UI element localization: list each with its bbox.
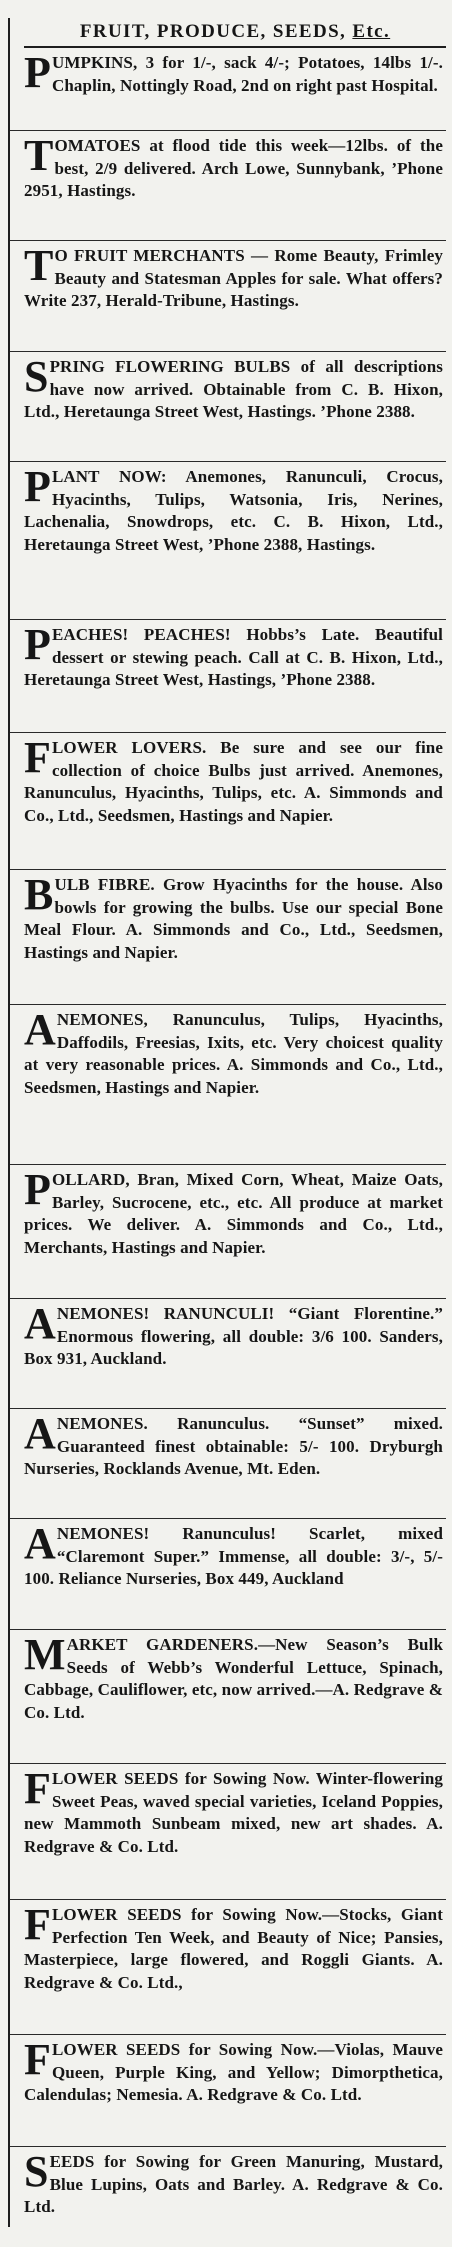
ad-lead: UMPKINS,: [51, 53, 138, 72]
ad-flower-lovers: [10, 733, 446, 870]
ad-lead: LOWER SEEDS: [51, 2040, 181, 2059]
ad-body: for Sowing for Green Manuring, Mustard, Blue Lupins, Oats and Barley. A. Redgrave & Co. Ltd.: [24, 2152, 443, 2216]
ad-lead: PRING FLOWERING BULBS: [49, 357, 291, 376]
ad-lead: NEMONES!: [56, 1524, 150, 1543]
ad-body: Ranunculus! Scarlet, mixed “Claremont Super.” Immense, all double: 3/-, 5/- 100. Reliance Nurseries, Box 449, Auckland: [24, 1524, 443, 1588]
ad-lead: OLLARD,: [51, 1170, 130, 1189]
drop-cap: A: [24, 1409, 56, 1458]
drop-cap: S: [24, 352, 49, 401]
ad-anemones-reliance: [10, 1519, 446, 1630]
ad-body: Ranunculus, Tulips, Hyacinths, Daffodils, Freesias, Ixits, etc. Very choicest quality at very reasonable prices. A. Simmonds and Co., Ltd., Seedsmen, Hastings and Napier.: [24, 1010, 443, 1097]
section-heading: [24, 18, 446, 48]
ad-plant-now: [10, 462, 446, 620]
drop-cap: T: [24, 131, 54, 180]
ad-body: Ranunculus. “Sunset” mixed. Guaranteed finest obtainable: 5/- 100. Dryburgh Nurseries, Rocklands Avenue, Mt. Eden.: [24, 1414, 443, 1478]
drop-cap: P: [24, 1165, 51, 1214]
ad-lead: LOWER SEEDS: [51, 1905, 182, 1924]
ad-body: — Rome Beauty, Frimley Beauty and Statesman Apples for sale. What offers? Write 237, Herald-Tribune, Hastings.: [24, 246, 443, 310]
ad-lead: O FRUIT MERCHANTS: [54, 246, 245, 265]
section-title-etc: Etc.: [352, 21, 391, 42]
ad-lead: ARKET GARDENERS.: [66, 1635, 259, 1654]
ad-body: Grow Hyacinths for the house. Also bowls for growing the bulbs. Use our special Bone Meal Flour. A. Simmonds and Co., Ltd., Seedsmen, Hastings and Napier.: [24, 875, 443, 962]
drop-cap: B: [24, 870, 54, 919]
ad-flower-seeds-2: [10, 1900, 446, 2035]
ad-lead: NEMONES! RANUNCULI!: [56, 1304, 275, 1323]
drop-cap: F: [24, 2035, 51, 2084]
ad-body: of all descriptions have now arrived. Obtainable from C. B. Hixon, Ltd., Heretaunga Street West, Hastings. ’Phone 2388.: [24, 357, 443, 421]
ad-lead: OMATOES: [54, 136, 141, 155]
ad-pollard: [10, 1165, 446, 1299]
ad-anemones-sanders: [10, 1299, 446, 1409]
ad-lead: LOWER SEEDS: [51, 1769, 179, 1788]
ad-flower-seeds-3: [10, 2035, 446, 2147]
ad-lead: LOWER LOVERS.: [51, 738, 207, 757]
ad-lead: EEDS: [49, 2152, 95, 2171]
ad-body: for Sowing Now.—Stocks, Giant Perfection Ten Week, and Beauty of Nice; Pansies, Masterpiece, large flowered, and Roggli Giants. A. Redgrave & Co. Ltd.,: [24, 1905, 443, 1992]
ad-flower-seeds-1: [10, 1764, 446, 1900]
ad-market-gardeners: [10, 1630, 446, 1764]
ad-bulb-fibre: [10, 870, 446, 1005]
ad-lead: EACHES! PEACHES!: [51, 625, 231, 644]
ad-body: Bran, Mixed Corn, Wheat, Maize Oats, Barley, Sucrocene, etc., etc. All produce at market prices. We deliver. A. Simmonds and Co., Ltd., Merchants, Hastings and Napier.: [24, 1170, 443, 1257]
ad-body: for Sowing Now. Winter-flowering Sweet Peas, waved special varieties, Iceland Poppies, new Mammoth Sunbeam mixed, new art shades. A. Redgrave & Co. Ltd.: [24, 1769, 443, 1856]
ad-tomatoes: [10, 131, 446, 241]
drop-cap: F: [24, 1764, 51, 1813]
drop-cap: S: [24, 2147, 49, 2196]
ad-green-manuring-seeds: [10, 2147, 446, 2247]
ad-lead: ULB FIBRE.: [54, 875, 155, 894]
drop-cap: P: [24, 462, 51, 511]
drop-cap: T: [24, 241, 54, 290]
ad-peaches: [10, 620, 446, 733]
ad-body: for Sowing Now.—Violas, Mauve Queen, Purple King, and Yellow; Dimorpthetica, Calendulas; Nemesia. A. Redgrave & Co. Ltd.: [24, 2040, 443, 2104]
section-title: FRUIT, PRODUCE, SEEDS,: [79, 21, 347, 42]
classified-column: [8, 18, 446, 2227]
ad-pumpkins: [10, 48, 446, 131]
ad-fruit-merchants: [10, 241, 446, 352]
drop-cap: P: [24, 620, 51, 669]
ad-anemones-simmonds: [10, 1005, 446, 1165]
drop-cap: P: [24, 48, 51, 97]
ad-body: at flood tide this week—12lbs. of the best, 2/9 delivered. Arch Lowe, Sunnybank, ’Phone 2951, Hastings.: [24, 136, 443, 200]
drop-cap: F: [24, 733, 51, 782]
ad-lead: LANT NOW:: [51, 467, 167, 486]
ad-body: —New Season’s Bulk Seeds of Webb’s Wonderful Lettuce, Spinach, Cabbage, Cauliflower, etc, now arrived.—A. Redgrave & Co. Ltd.: [24, 1635, 443, 1722]
ad-spring-bulbs: [10, 352, 446, 462]
ad-anemones-dryburgh: [10, 1409, 446, 1519]
drop-cap: A: [24, 1299, 56, 1348]
ad-body: Hobbs’s Late. Beautiful dessert or stewing peach. Call at C. B. Hixon, Ltd., Heretaunga Street West, Hastings, ’Phone 2388.: [24, 625, 443, 689]
ad-body: “Giant Florentine.” Enormous flowering, all double: 3/6 100. Sanders, Box 931, Auckland.: [24, 1304, 443, 1368]
ad-lead: NEMONES.: [56, 1414, 148, 1433]
ad-lead: NEMONES,: [56, 1010, 148, 1029]
drop-cap: M: [24, 1630, 66, 1679]
drop-cap: A: [24, 1519, 56, 1568]
drop-cap: A: [24, 1005, 56, 1054]
ad-body: 3 for 1/-, sack 4/-; Potatoes, 14lbs 1/-. Chaplin, Nottingly Road, 2nd on right past Hospital.: [51, 53, 443, 95]
ad-body: Anemones, Ranunculi, Crocus, Hyacinths, Tulips, Watsonia, Iris, Nerines, Lachenalia, Snowdrops, etc. C. B. Hixon, Ltd., Heretaunga Street West, ’Phone 2388, Hastings.: [24, 467, 443, 554]
ad-body: Be sure and see our fine collection of choice Bulbs just arrived. Anemones, Ranunculus, Hyacinths, Tulips, etc. A. Simmonds and Co., Ltd., Seedsmen, Hastings and Napier.: [24, 738, 443, 825]
drop-cap: F: [24, 1900, 51, 1949]
